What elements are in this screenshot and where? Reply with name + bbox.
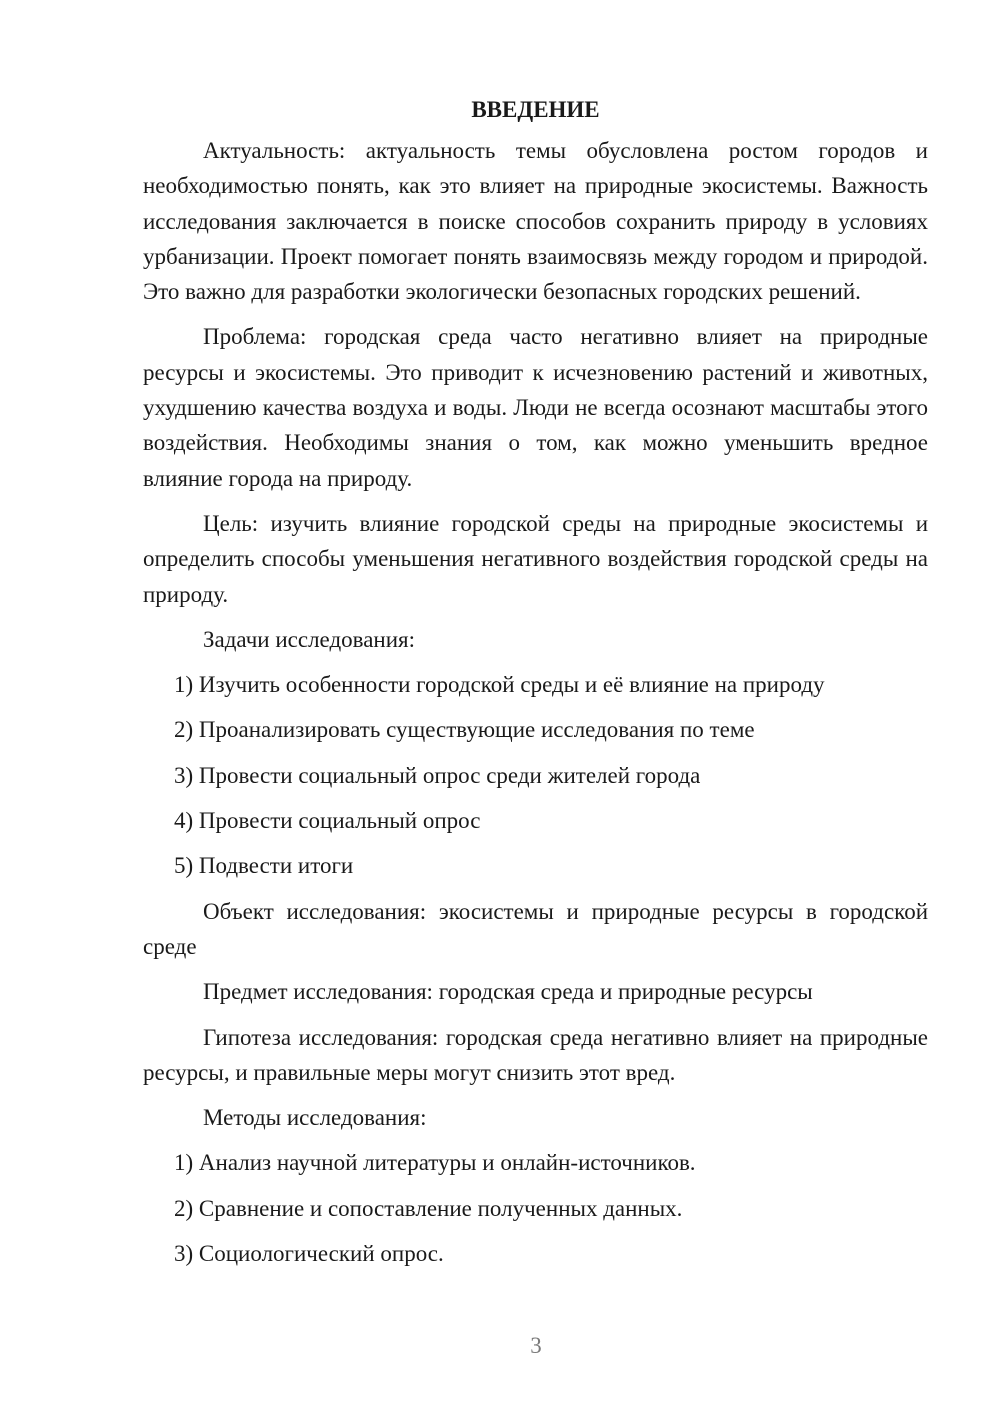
list-item: 5) Подвести итоги [174,853,354,879]
list-item: 1) Изучить особенности городской среды и её влияние на природу [174,672,825,698]
paragraph-goal: Цель: изучить влияние городской среды на природные экосистемы и определить способы уменьшения негативного воздействия городской среды на природу. [143,510,928,607]
list-item: 3) Социологический опрос. [174,1241,444,1267]
methods-label: Методы исследования: [203,1105,427,1131]
paragraph-subject: Предмет исследования: городская среда и природные ресурсы [203,979,813,1005]
methods-list [143,1145,928,1271]
list-item: 2) Проанализировать существующие исследования по теме [174,717,755,743]
page-content [143,92,928,1281]
section-heading: ВВЕДЕНИЕ [471,97,600,122]
tasks-label: Задачи исследования: [203,626,416,652]
paragraph-hypothesis: Гипотеза исследования: городская среда негативно влияет на природные ресурсы, и правильные меры могут снизить этот вред. [143,1024,928,1085]
list-item: 4) Провести социальный опрос [174,808,481,834]
paragraph-problem: Проблема: городская среда часто негативно влияет на природные ресурсы и экосистемы. Это приводит к исчезновению растений и животных, ухудшению качества воздуха и воды. Люди не всегда осознают масштабы этого воздействия. Необходимы знания о том, как можно уменьшить вредное влияние города на природу. [143,324,928,491]
list-item: 3) Провести социальный опрос среди жителей города [174,762,701,788]
paragraph-relevance: Актуальность: актуальность темы обусловлена ростом городов и необходимостью понять, как это влияет на природные экосистемы. Важность исследования заключается в поиске способов сохранить природу в условиях урбанизации. Проект помогает понять взаимосвязь между городом и природой. Это важно для разработки экологически безопасных городских решений. [143,138,928,305]
list-item: 1) Анализ научной литературы и онлайн-источников. [174,1150,696,1176]
paragraph-object: Объект исследования: экосистемы и природные ресурсы в городской среде [143,898,928,959]
page-number: 3 [530,1333,542,1358]
tasks-list [143,667,928,883]
list-item: 2) Сравнение и сопоставление полученных данных. [174,1195,683,1221]
